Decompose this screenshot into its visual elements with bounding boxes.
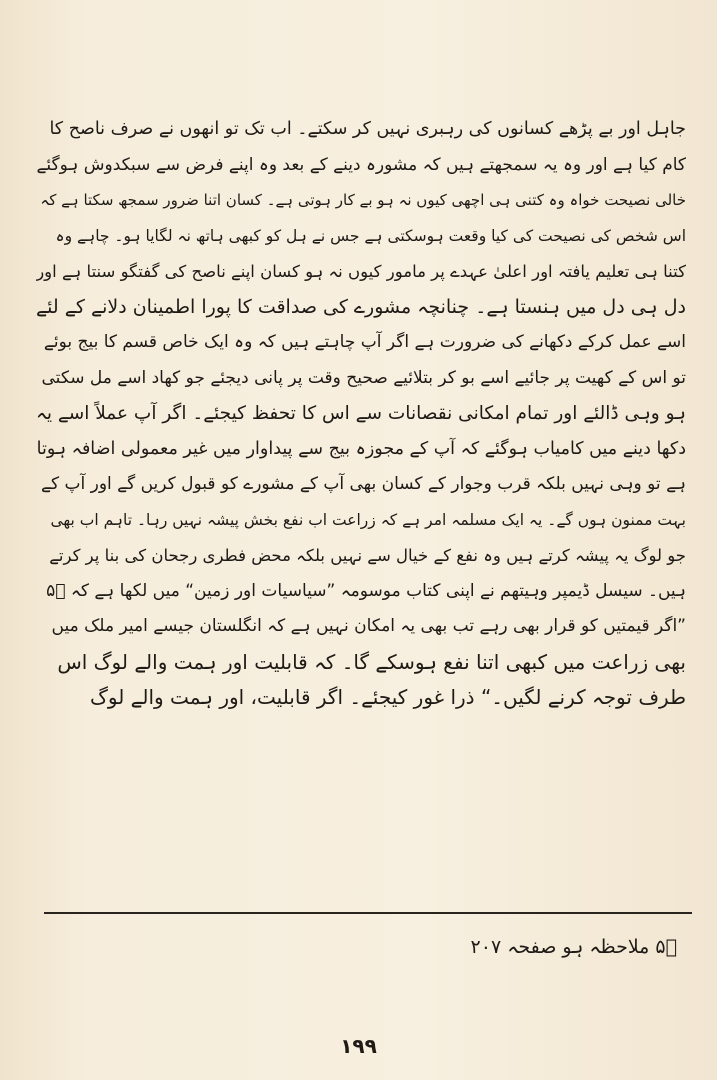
text-line: بہت ممنون ہوں گے۔ یہ ایک مسلمہ امر ہے کہ زراعت اب نفع بخش پیشہ نہیں رہا۔ تاہم اب بھی bbox=[50, 510, 686, 529]
text-line: ہے تو وہی نہیں بلکہ قرب وجوار کے کسان بھی آپ کے مشورے کو قبول کریں گے اور آپ کے bbox=[41, 474, 686, 494]
text-line: ہیں۔ سیسل ڈیمپر وہیتھم نے اپنی کتاب موسومہ ”سیاسیات اور زمین“ میں لکھا ہے کہ ۵ؔ bbox=[46, 580, 686, 601]
text-line: جو لوگ یہ پیشہ کرتے ہیں وہ نفع کے خیال سے نہیں بلکہ محض فطری رجحان کی بنا پر کرتے bbox=[49, 546, 686, 565]
text-line: اسے عمل کرکے دکھانے کی ضرورت ہے اگر آپ چاہتے ہیں کہ وہ ایک خاص قسم کا بیج بوئے bbox=[43, 332, 686, 352]
text-line: تو اس کے کھیت پر جائیے اسے بو کر بتلائیے صحیح وقت پر پانی دیجئے جو کھاد اسے مل سکتی bbox=[41, 367, 686, 388]
text-line: دکھا دینے میں کامیاب ہوگئے کہ آپ کے مجوزہ بیج سے پیداوار میں غیر معمولی اضافہ ہوتا bbox=[36, 438, 686, 459]
text-line: خالی نصیحت خواہ وہ کتنی ہی اچھی کیوں نہ ہو بے کار ہوتی ہے۔ کسان اتنا ضرور سمجھ سکتا ہے کہ bbox=[40, 191, 686, 209]
footnote-divider bbox=[44, 912, 692, 914]
page-number: ۱۹۹ bbox=[340, 1034, 377, 1058]
text-line: طرف توجہ کرنے لگیں۔“ ذرا غور کیجئے۔ اگر قابلیت، اور ہمت والے لوگ bbox=[89, 685, 686, 709]
text-line: کتنا ہی تعلیم یافتہ اور اعلیٰ عہدے پر مامور کیوں نہ ہو کسان اپنے ناصح کی گفتگو سنتا ہے اور bbox=[36, 262, 686, 281]
footnote: ۵ؔ ملاحظہ ہو صفحہ ۲۰۷ bbox=[470, 936, 677, 958]
text-line: اس شخص کی نصیحت کی کیا وقعت ہوسکتی ہے جس نے ہل کو کبھی ہاتھ نہ لگایا ہو۔ چاہے وہ bbox=[55, 226, 686, 245]
text-line: بھی زراعت میں کبھی اتنا نفع ہوسکے گا۔ کہ قابلیت اور ہمت والے لوگ اس bbox=[57, 649, 686, 674]
text-line: جاہل اور بے پڑھے کسانوں کی رہبری نہیں کر سکتے۔ اب تک تو انھوں نے صرف ناصح کا bbox=[49, 119, 686, 139]
text-line: کام کیا ہے اور وہ یہ سمجھتے ہیں کہ مشورہ دینے کے بعد وہ اپنے فرض سے سبکدوش ہوگئے bbox=[36, 154, 686, 175]
text-line: ہو وہی ڈالئے اور تمام امکانی نقصانات سے اس کا تحفظ کیجئے۔ اگر آپ عملاً اسے یہ bbox=[36, 403, 686, 424]
text-line: ”اگر قیمتیں کو قرار بھی رہے تب بھی یہ امکان نہیں ہے کہ انگلستان جیسے امیر ملک میں bbox=[51, 616, 686, 636]
body-paragraph bbox=[36, 112, 686, 716]
text-line: دل ہی دل میں ہنستا ہے۔ چنانچہ مشورے کی صداقت کا پورا اطمینان دلانے کے لئے bbox=[36, 295, 686, 318]
